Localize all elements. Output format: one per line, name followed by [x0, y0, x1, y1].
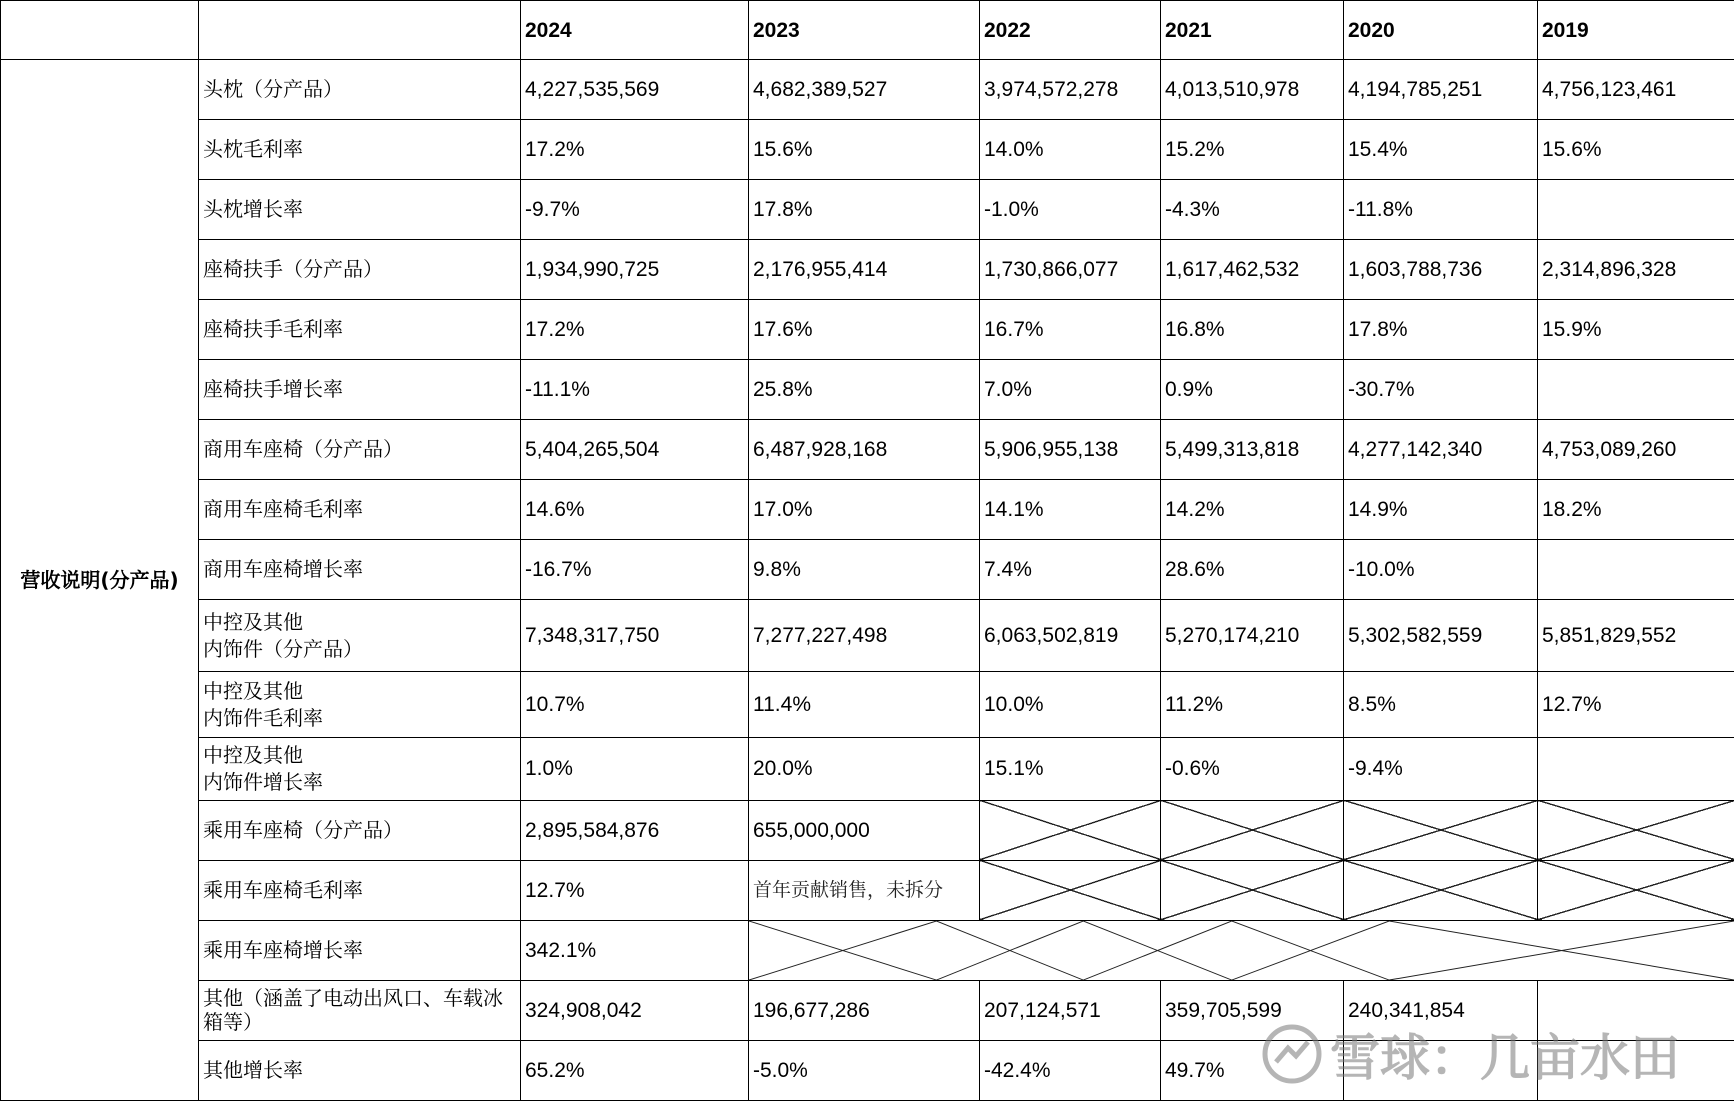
table-cell: 4,682,389,527	[749, 60, 980, 120]
row-label: 其他增长率	[199, 1040, 521, 1100]
row-label: 中控及其他 内饰件增长率	[199, 737, 521, 800]
table-cell	[1538, 180, 1734, 240]
table-cell: 14.9%	[1344, 480, 1538, 540]
table-row	[1, 672, 1734, 737]
table-cell: 14.6%	[521, 480, 749, 540]
table-cell: 11.4%	[749, 672, 980, 737]
row-label: 头枕毛利率	[199, 120, 521, 180]
table-cell: 7.0%	[980, 360, 1161, 420]
table-row	[1, 60, 1734, 120]
table-cell: 20.0%	[749, 737, 980, 800]
table-cell: 7.4%	[980, 540, 1161, 600]
table-cell: 5,499,313,818	[1161, 420, 1344, 480]
table-cell: 17.0%	[749, 480, 980, 540]
table-cell: -9.4%	[1344, 737, 1538, 800]
row-label: 商用车座椅增长率	[199, 540, 521, 600]
table-cell: 196,677,286	[749, 980, 980, 1040]
table-cell: 14.0%	[980, 120, 1161, 180]
table-cell: 5,851,829,552	[1538, 600, 1734, 672]
row-label: 其他（涵盖了电动出风口、车载冰箱等）	[199, 980, 521, 1040]
year-header: 2022	[980, 1, 1161, 60]
table-row	[1, 240, 1734, 300]
table-row	[1, 540, 1734, 600]
table-cell: 2,176,955,414	[749, 240, 980, 300]
row-label: 中控及其他 内饰件毛利率	[199, 672, 521, 737]
table-cell: 10.0%	[980, 672, 1161, 737]
table-cell: 4,227,535,569	[521, 60, 749, 120]
table-cell: 342.1%	[521, 920, 749, 980]
table-cell: 16.7%	[980, 300, 1161, 360]
table-cell: -11.1%	[521, 360, 749, 420]
table-cell: 17.8%	[1344, 300, 1538, 360]
row-label: 座椅扶手（分产品）	[199, 240, 521, 300]
table-cell: 65.2%	[521, 1040, 749, 1100]
crossed-out-cell	[1538, 860, 1734, 920]
row-label: 座椅扶手毛利率	[199, 300, 521, 360]
table-cell: 15.2%	[1161, 120, 1344, 180]
table-cell: 6,063,502,819	[980, 600, 1161, 672]
row-label: 头枕增长率	[199, 180, 521, 240]
table-cell: 4,013,510,978	[1161, 60, 1344, 120]
table-cell: 1,617,462,532	[1161, 240, 1344, 300]
table-cell: 11.2%	[1161, 672, 1344, 737]
crossed-out-cell	[980, 860, 1161, 920]
table-cell: 9.8%	[749, 540, 980, 600]
table-cell: -5.0%	[749, 1040, 980, 1100]
table-row	[1, 300, 1734, 360]
group-label: 营收说明(分产品)	[1, 60, 199, 1101]
crossed-out-span	[749, 920, 1734, 980]
table-row	[1, 920, 1734, 980]
table-row	[1, 600, 1734, 672]
table-cell	[1538, 980, 1734, 1040]
crossed-out-cell	[1538, 800, 1734, 860]
table-cell: 2,314,896,328	[1538, 240, 1734, 300]
table-cell: 4,756,123,461	[1538, 60, 1734, 120]
table-row	[1, 360, 1734, 420]
table-cell: 4,194,785,251	[1344, 60, 1538, 120]
table-cell: -30.7%	[1344, 360, 1538, 420]
crossed-out-cell	[1161, 800, 1344, 860]
table-cell: 5,404,265,504	[521, 420, 749, 480]
table-cell: -9.7%	[521, 180, 749, 240]
table-cell: 17.6%	[749, 300, 980, 360]
row-label: 乘用车座椅毛利率	[199, 860, 521, 920]
table-cell: 16.8%	[1161, 300, 1344, 360]
crossed-out-cell	[1344, 800, 1538, 860]
table-cell: 28.6%	[1161, 540, 1344, 600]
year-header: 2024	[521, 1, 749, 60]
table-cell: 15.6%	[749, 120, 980, 180]
table-cell: 49.7%	[1161, 1040, 1344, 1100]
table-cell: 17.2%	[521, 300, 749, 360]
table-cell: 15.1%	[980, 737, 1161, 800]
table-cell: 5,270,174,210	[1161, 600, 1344, 672]
table-cell: 15.9%	[1538, 300, 1734, 360]
table-cell: -1.0%	[980, 180, 1161, 240]
year-header: 2023	[749, 1, 980, 60]
table-cell: 1.0%	[521, 737, 749, 800]
table-cell	[1344, 1040, 1538, 1100]
table-cell: 1,730,866,077	[980, 240, 1161, 300]
table-cell: -4.3%	[1161, 180, 1344, 240]
table-cell: -0.6%	[1161, 737, 1344, 800]
table-cell: 4,277,142,340	[1344, 420, 1538, 480]
table-cell: 18.2%	[1538, 480, 1734, 540]
row-label: 座椅扶手增长率	[199, 360, 521, 420]
cross-pattern	[749, 921, 1734, 980]
table-cell: 6,487,928,168	[749, 420, 980, 480]
crossed-out-cell	[1344, 860, 1538, 920]
table-cell: 5,302,582,559	[1344, 600, 1538, 672]
table-row	[1, 420, 1734, 480]
table-cell	[1538, 360, 1734, 420]
table-cell: 15.4%	[1344, 120, 1538, 180]
row-label: 中控及其他 内饰件（分产品）	[199, 600, 521, 672]
header-label-corner	[199, 1, 521, 60]
table-cell: 207,124,571	[980, 980, 1161, 1040]
table-cell	[1538, 737, 1734, 800]
row-label: 乘用车座椅增长率	[199, 920, 521, 980]
row-label: 商用车座椅毛利率	[199, 480, 521, 540]
crossed-out-cell	[1161, 860, 1344, 920]
row-label: 商用车座椅（分产品）	[199, 420, 521, 480]
table-cell: 2,895,584,876	[521, 800, 749, 860]
table-row	[1, 480, 1734, 540]
table-cell: 14.2%	[1161, 480, 1344, 540]
table-row	[1, 800, 1734, 860]
table-cell: 7,348,317,750	[521, 600, 749, 672]
table-cell: 1,603,788,736	[1344, 240, 1538, 300]
year-header: 2020	[1344, 1, 1538, 60]
table-row	[1, 180, 1734, 240]
table-cell: 1,934,990,725	[521, 240, 749, 300]
table-cell: 15.6%	[1538, 120, 1734, 180]
table-cell: 17.2%	[521, 120, 749, 180]
table-row	[1, 1040, 1734, 1100]
table-cell: -16.7%	[521, 540, 749, 600]
table-row	[1, 860, 1734, 920]
header-row	[1, 1, 1734, 60]
year-header: 2021	[1161, 1, 1344, 60]
table-cell: 12.7%	[1538, 672, 1734, 737]
watermark-text: 雪球：几亩水田	[1330, 1029, 1680, 1087]
table-cell: 7,277,227,498	[749, 600, 980, 672]
table-cell	[1538, 1040, 1734, 1100]
year-header: 2019	[1538, 1, 1734, 60]
table-row	[1, 737, 1734, 800]
table-cell: 4,753,089,260	[1538, 420, 1734, 480]
table-cell: -10.0%	[1344, 540, 1538, 600]
row-label: 乘用车座椅（分产品）	[199, 800, 521, 860]
table-row	[1, 980, 1734, 1040]
table-cell: 359,705,599	[1161, 980, 1344, 1040]
table-cell: 25.8%	[749, 360, 980, 420]
table-cell: 17.8%	[749, 180, 980, 240]
table-cell: 0.9%	[1161, 360, 1344, 420]
table-cell: 12.7%	[521, 860, 749, 920]
table-cell: 10.7%	[521, 672, 749, 737]
table-cell: 3,974,572,278	[980, 60, 1161, 120]
note-cell: 首年贡献销售，未拆分	[749, 860, 980, 920]
crossed-out-cell	[980, 800, 1161, 860]
row-label: 头枕（分产品）	[199, 60, 521, 120]
table-row	[1, 120, 1734, 180]
table-cell: -42.4%	[980, 1040, 1161, 1100]
table-cell	[1538, 540, 1734, 600]
table-cell: 5,906,955,138	[980, 420, 1161, 480]
table-cell: 240,341,854	[1344, 980, 1538, 1040]
table-cell: 14.1%	[980, 480, 1161, 540]
table-cell: 324,908,042	[521, 980, 749, 1040]
table-cell: -11.8%	[1344, 180, 1538, 240]
header-corner	[1, 1, 199, 60]
table-cell: 655,000,000	[749, 800, 980, 860]
table-cell: 8.5%	[1344, 672, 1538, 737]
